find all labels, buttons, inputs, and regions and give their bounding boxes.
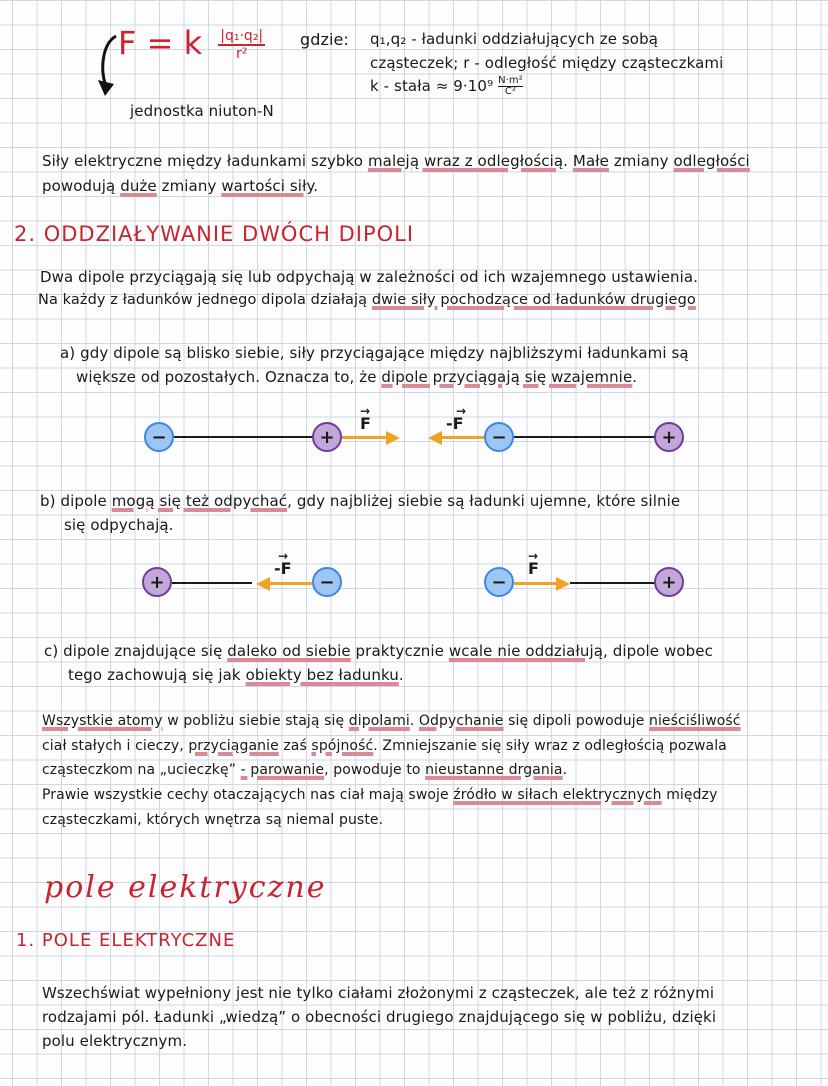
formula-denominator: r² xyxy=(236,46,248,62)
intro-line-2 xyxy=(42,177,318,195)
dipole-rod xyxy=(570,582,656,584)
force-arrow xyxy=(514,582,558,585)
highlight: dipole przyciągają się wzajemnie xyxy=(381,368,633,386)
where-line-1: q₁,q₂ - ładunki oddziałujących ze sobą xyxy=(370,30,659,48)
text: między xyxy=(661,787,718,803)
text: większe od pozostałych. Oznacza to, że xyxy=(76,368,382,386)
text: . xyxy=(313,177,319,195)
where-label: gdzie: xyxy=(300,30,349,49)
highlight: Małe xyxy=(572,152,609,170)
negative-charge: − xyxy=(144,422,174,452)
highlight: przyciąganie xyxy=(188,738,279,754)
highlight: Odpychanie xyxy=(418,713,504,729)
text: . xyxy=(409,713,419,729)
pole-heading: 1. POLE ELEKTRYCZNE xyxy=(16,930,236,951)
text: Na każdy z ładunków jednego dipola działają xyxy=(38,292,372,308)
where-line-3 xyxy=(370,76,523,97)
vector-arrow-icon: → xyxy=(360,404,371,418)
neg-force-label: -F xyxy=(274,559,292,578)
case-b-line-1 xyxy=(40,492,680,510)
text: powodują xyxy=(42,177,121,195)
dipole-rod xyxy=(514,436,656,438)
text: się dipoli powoduje xyxy=(503,713,649,729)
case-b-line-2: się odpychają. xyxy=(64,516,174,534)
dipoles-line-1: Dwa dipole przyciągają się lub odpychają w zależności od ich wzajemnego ustawienia. xyxy=(40,268,699,286)
text: . xyxy=(632,368,638,386)
text: . xyxy=(563,152,573,170)
highlight: mogą się też odpychać xyxy=(111,492,288,510)
positive-charge: + xyxy=(312,422,342,452)
text: praktycznie xyxy=(350,642,449,660)
negative-charge: − xyxy=(484,422,514,452)
atoms-line-3 xyxy=(42,762,567,778)
unit-note: jednostka niuton-N xyxy=(130,102,274,120)
vector-arrow-icon: → xyxy=(456,404,467,418)
atoms-line-5: cząsteczkami, których wnętrza są niemal puste. xyxy=(42,812,384,828)
force-arrow xyxy=(440,436,486,439)
text: w pobliżu siebie stają się xyxy=(162,713,349,729)
dipole-rod xyxy=(172,582,252,584)
force-label: F xyxy=(360,414,371,433)
section-2-heading: 2. ODDZIAŁYWANIE DWÓCH DIPOLI xyxy=(14,222,415,246)
text: ciał stałych i cieczy, xyxy=(42,738,189,754)
text: tego zachowują się jak xyxy=(68,666,246,684)
where-line-2: cząsteczek; r - odległość między cząsteczkami xyxy=(370,54,724,72)
case-a-line-1: a) gdy dipole są blisko siebie, siły przyciągające między najbliższymi ładunkami są xyxy=(60,344,689,362)
text: c) dipole znajdujące się xyxy=(44,642,228,660)
force-arrow xyxy=(268,582,312,585)
text: zmiany xyxy=(608,152,674,170)
highlight: Wszystkie atomy xyxy=(42,713,163,729)
atoms-line-1 xyxy=(42,713,741,729)
coulomb-formula xyxy=(118,24,265,62)
formula-lhs: F = k xyxy=(118,24,203,62)
formula-numerator: |q₁·q₂| xyxy=(220,28,264,44)
text: , powoduje to xyxy=(324,762,426,778)
highlight: obiekty bez ładunku xyxy=(245,666,399,684)
positive-charge: + xyxy=(654,422,684,452)
text: Siły elektryczne między ładunkami szybko xyxy=(42,152,368,170)
k-unit xyxy=(498,76,523,97)
highlight: nieustanne drgania xyxy=(425,762,563,778)
dipole-rod xyxy=(174,436,314,438)
dipoles-line-2 xyxy=(38,292,696,308)
script-title: pole elektryczne xyxy=(44,870,327,905)
highlight: źródło w siłach elektrycznych xyxy=(453,787,662,803)
pole-line-3: polu elektrycznym. xyxy=(42,1032,188,1050)
vector-arrow-icon: → xyxy=(528,549,539,563)
force-label: F xyxy=(528,559,539,578)
intro-line-1 xyxy=(42,152,750,170)
negative-charge: − xyxy=(484,567,514,597)
neg-force-label: -F xyxy=(446,414,464,433)
negative-charge: − xyxy=(312,567,342,597)
highlight: maleją wraz z odległością xyxy=(367,152,564,170)
case-a-line-2 xyxy=(76,368,637,386)
pole-line-1: Wszechświat wypełniony jest nie tylko ciałami złożonymi z cząsteczek, ale też z różnymi xyxy=(42,984,715,1002)
k-unit-numerator: N·m² xyxy=(498,75,523,86)
text: cząsteczkom na „ucieczkę” xyxy=(42,762,241,778)
highlight: duże xyxy=(120,177,157,195)
k-unit-denominator: C² xyxy=(504,86,517,97)
highlight: dipolami xyxy=(348,713,410,729)
case-c-line-1 xyxy=(44,642,713,660)
text: , gdy najbliżej siebie są ładunki ujemne, które silnie xyxy=(287,492,681,510)
highlight: nieściśliwość xyxy=(648,713,741,729)
text: b) dipole xyxy=(40,492,112,510)
text: zmiany xyxy=(156,177,222,195)
arrowhead-right-icon xyxy=(556,577,570,591)
text: Prawie wszystkie cechy otaczających nas ciał mają swoje xyxy=(42,787,454,803)
vector-arrow-icon: → xyxy=(278,549,289,563)
text: . xyxy=(562,762,568,778)
positive-charge: + xyxy=(142,567,172,597)
atoms-line-2 xyxy=(42,738,727,754)
text: zaś xyxy=(278,738,312,754)
formula-fraction xyxy=(218,28,265,62)
highlight: odległości xyxy=(673,152,750,170)
highlight: daleko od siebie xyxy=(227,642,351,660)
text: . xyxy=(398,666,404,684)
highlight: wartości siły xyxy=(221,177,314,195)
atoms-line-4 xyxy=(42,787,717,803)
text: , dipole wobec xyxy=(603,642,713,660)
case-c-line-2 xyxy=(68,666,404,684)
text: . Zmniejszanie się siły wraz z odległością pozwala xyxy=(373,738,727,754)
pole-line-2: rodzajami pól. Ładunki „wiedzą” o obecności drugiego znajdującego się w pobliżu, dzięki xyxy=(42,1008,717,1026)
positive-charge: + xyxy=(654,567,684,597)
highlight: - parowanie xyxy=(240,762,325,778)
force-arrow xyxy=(342,436,388,439)
highlight: dwie siły pochodzące od ładunków drugiego xyxy=(371,292,696,308)
highlight: spójność xyxy=(311,738,374,754)
arrowhead-right-icon xyxy=(386,431,400,445)
k-constant: k - stała ≈ 9·10⁹ xyxy=(370,77,494,95)
highlight: wcale nie oddziałują xyxy=(448,642,603,660)
